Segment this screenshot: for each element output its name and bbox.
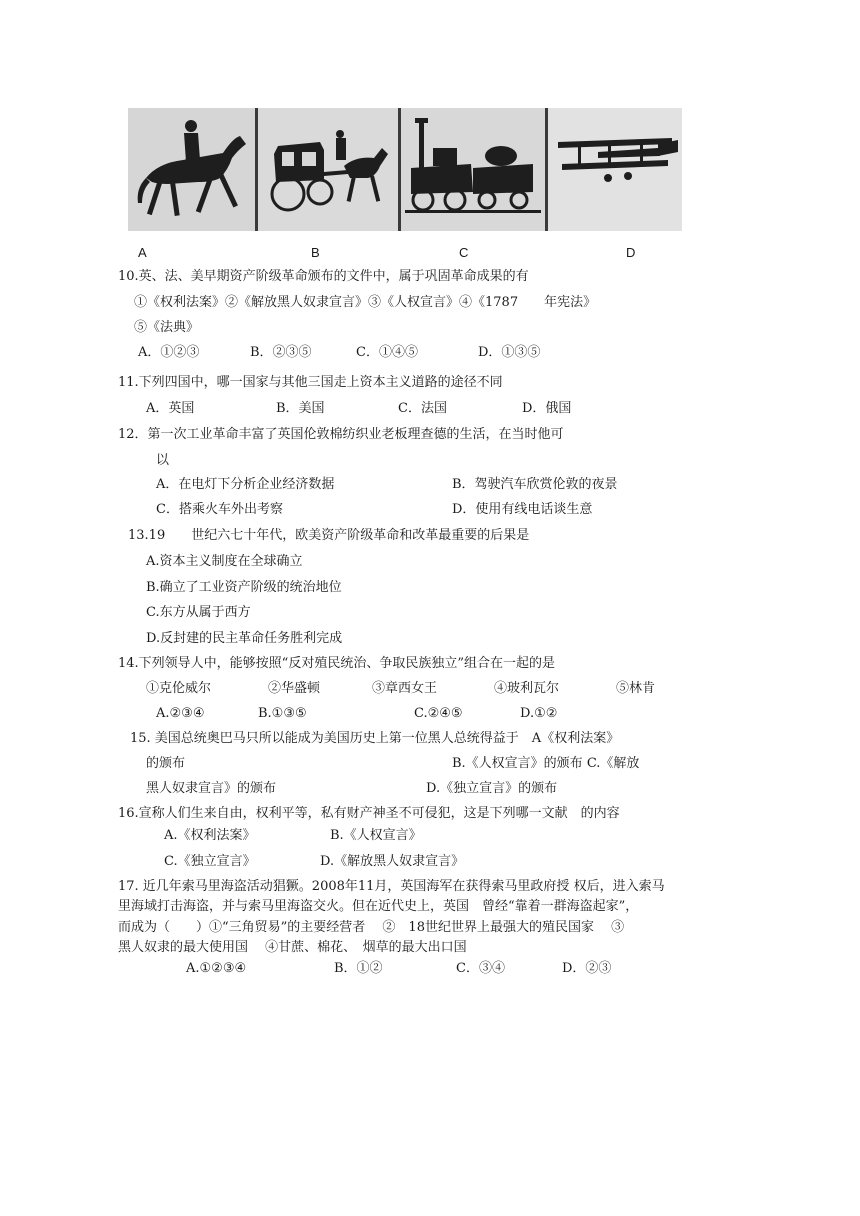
question-14-item-4: ④玻利瓦尔	[494, 681, 560, 696]
question-14-item-2: ②华盛顿	[268, 681, 321, 696]
question-13-stem: 13.19 世纪六七十年代，欧美资产阶级革命和改革最重要的后果是	[128, 528, 530, 543]
question-11-stem: 11.下列四国中，哪一国家与其他三国走上资本主义道路的途径不同	[118, 375, 503, 390]
question-10-items-cont: ⑤《法典》	[134, 320, 200, 335]
question-17-line-2: 里海域打击海盗，并与索马里海盗交火。但在近代史上，英国 曾经“靠着一群海盗起家”，	[118, 899, 639, 914]
question-14-stem: 14.下列领导人中，能够按照“反对殖民统治、争取民族独立”组合在一起的是	[118, 656, 555, 671]
question-14-item-3: ③章西女王	[372, 681, 438, 696]
horse-rider-icon	[128, 108, 255, 231]
question-14-item-5: ⑤林肯	[616, 681, 656, 696]
question-16-option-a: A.《权利法案》	[164, 828, 256, 843]
question-16-stem: 16.宣称人们生来自由，权利平等，私有财产神圣不可侵犯，这是下列哪一文献 的内容	[118, 806, 620, 821]
question-13-option-b: B.确立了工业资产阶级的统治地位	[146, 580, 342, 595]
question-12-stem: 12．第一次工业革命丰富了英国伦敦棉纺织业老板理查德的生活，在当时他可	[118, 427, 564, 442]
biplane-icon	[548, 108, 682, 231]
question-11-option-d: D．俄国	[522, 401, 572, 416]
image-label-c: C	[459, 245, 469, 260]
question-14-option-a: A.②③④	[156, 706, 205, 721]
question-10-option-c: C．①④⑤	[356, 345, 418, 360]
question-15-line-2b: B.《人权宣言》的颁布 C.《解放	[452, 756, 640, 771]
transport-images-strip	[128, 108, 682, 231]
image-c	[401, 108, 545, 231]
question-16-option-c: C.《独立宣言》	[164, 854, 256, 869]
question-10-stem: 10.英、法、美早期资产阶级革命颁布的文件中，属于巩固革命成果的有	[118, 269, 529, 284]
horse-carriage-icon	[258, 108, 398, 231]
question-16-option-d: D.《解放黑人奴隶宣言》	[320, 854, 465, 869]
question-15-line-2a: 的颁布	[146, 756, 186, 771]
question-17-line-4: 黑人奴隶的最大使用国 ④甘蔗、棉花、 烟草的最大出口国	[118, 940, 467, 955]
question-11-option-b: B．美国	[276, 401, 325, 416]
question-12-option-a: A．在电灯下分析企业经济数据	[156, 477, 335, 492]
question-12-option-b: B．驾驶汽车欣赏伦敦的夜景	[452, 477, 618, 492]
question-16-option-b: B.《人权宣言》	[330, 828, 422, 843]
question-12-option-d: D．使用有线电话谈生意	[452, 502, 593, 517]
question-12-stem-cont: 以	[156, 453, 170, 468]
question-13-option-c: C.东方从属于西方	[146, 605, 251, 620]
question-15-line-3a: 黑人奴隶宣言》的颁布	[146, 781, 277, 796]
question-15-line-1: 15. 美国总统奥巴马只所以能成为美国历史上第一位黑人总统得益于 A《权利法案》	[130, 731, 620, 746]
image-b	[258, 108, 398, 231]
question-17-option-d: D．②③	[562, 961, 612, 976]
question-17-line-1: 17. 近几年索马里海盗活动猖獗。2008年11月，英国海军在获得索马里政府授 权后，进入索马	[118, 879, 665, 894]
question-14-option-b: B.①③⑤	[258, 706, 307, 721]
question-11-option-a: A．英国	[146, 401, 195, 416]
image-label-d: D	[626, 245, 636, 260]
question-13-option-a: A.资本主义制度在全球确立	[146, 554, 303, 569]
image-d	[548, 108, 682, 231]
question-10-option-a: A．①②③	[138, 345, 200, 360]
question-17-option-b: B．①②	[334, 961, 383, 976]
question-14-option-c: C.②④⑤	[414, 706, 463, 721]
question-10-option-d: D．①③⑤	[478, 345, 541, 360]
question-14-option-d: D.①②	[520, 706, 558, 721]
question-11-option-c: C．法国	[398, 401, 447, 416]
question-13-option-d: D.反封建的民主革命任务胜利完成	[146, 631, 343, 646]
question-17-option-a: A.①②③④	[186, 961, 247, 976]
question-10-option-b: B．②③⑤	[250, 345, 312, 360]
question-14-item-1: ①克伦威尔	[146, 681, 212, 696]
question-17-line-3: 而成为（ ）①“三角贸易”的主要经营者 ② 18世纪世界上最强大的殖民国家 ③	[118, 920, 625, 935]
image-label-a: A	[138, 245, 147, 260]
steam-locomotive-icon	[401, 108, 545, 231]
question-15-line-3b: D.《独立宣言》的颁布	[426, 781, 558, 796]
question-10-items: ①《权利法案》②《解放黑人奴隶宣言》③《人权宣言》④《1787 年宪法》	[134, 295, 597, 310]
image-label-b: B	[311, 245, 320, 260]
question-12-option-c: C．搭乘火车外出考察	[156, 502, 283, 517]
image-a	[128, 108, 255, 231]
question-17-option-c: C．③④	[456, 961, 505, 976]
